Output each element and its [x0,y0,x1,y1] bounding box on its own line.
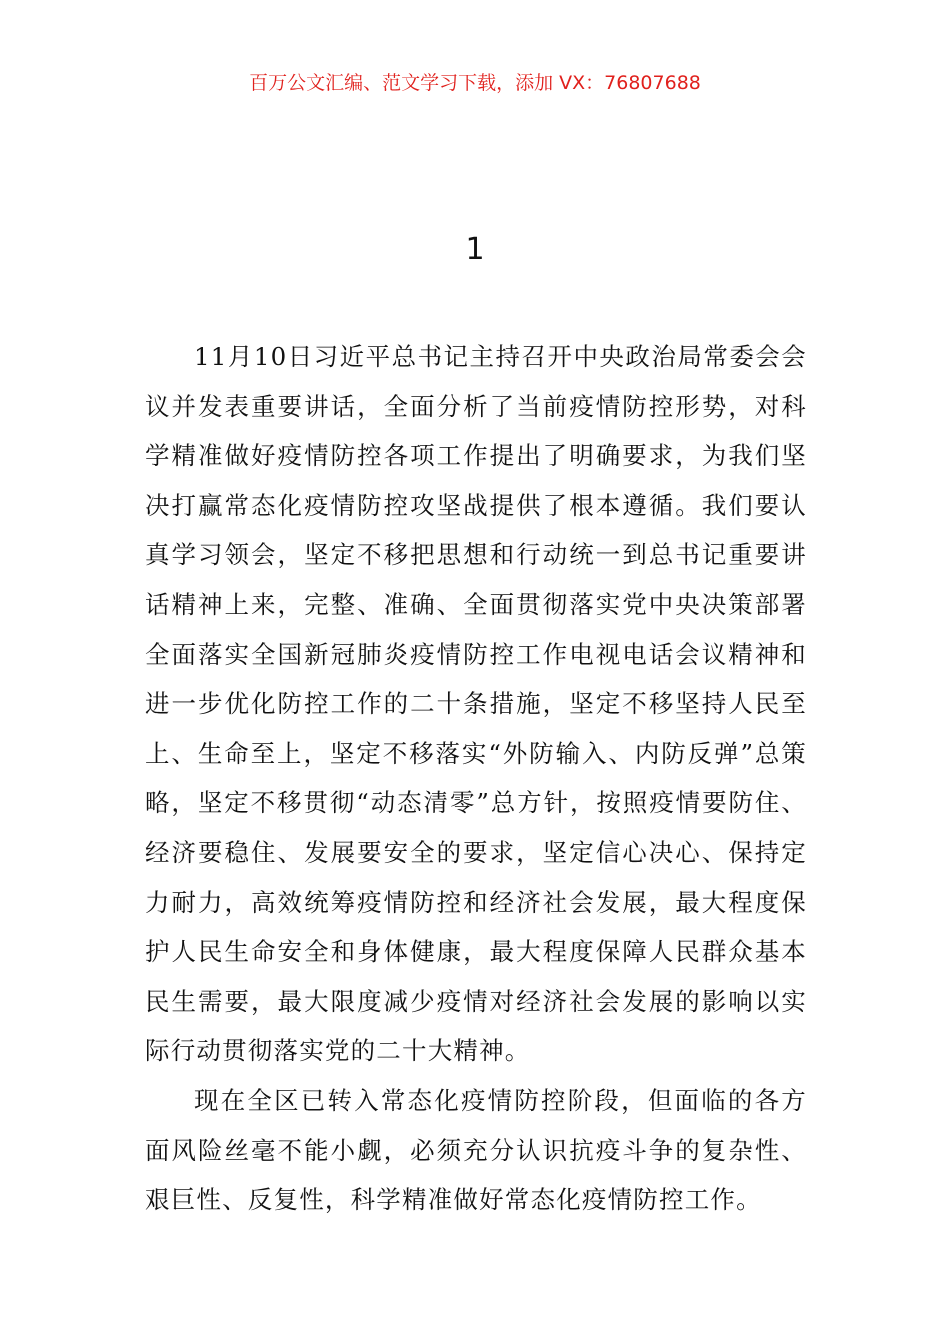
header-promo-note: 百万公文汇编、范文学习下载，添加 VX：76807688 [249,72,701,94]
page-number: 1 [465,232,485,267]
body-paragraph-2: 现在全区已转入常态化疫情防控阶段，但面临的各方面风险丝毫不能小觑，必须充分认识抗疫斗争的复杂性、艰巨性、反复性，科学精准做好常态化疫情防控工作。 [145,1085,807,1215]
document-body [145,332,807,1225]
body-paragraph-1: 11月10日习近平总书记主持召开中央政治局常委会会议并发表重要讲话，全面分析了当前疫情防控形势，对科学精准做好疫情防控各项工作提出了明确要求，为我们坚决打赢常态化疫情防控攻坚战提供了根本遵循。我们要认真学习领会，坚定不移把思想和行动统一到总书记重要讲话精神上来，完整、准确、全面贯彻落实党中央决策部署全面落实全国新冠肺炎疫情防控工作电视电话会议精神和进一步优化防控工作的二十条措施，坚定不移坚持人民至上、生命至上，坚定不移落实“外防输入、内防反弹”总策略，坚定不移贯彻“动态清零”总方针，按照疫情要防住、经济要稳住、发展要安全的要求，坚定信心决心、保持定力耐力，高效统筹疫情防控和经济社会发展，最大程度保护人民生命安全和身体健康，最大程度保障人民群众基本民生需要，最大限度减少疫情对经济社会发展的影响以实际行动贯彻落实党的二十大精神。 [145,342,807,1066]
